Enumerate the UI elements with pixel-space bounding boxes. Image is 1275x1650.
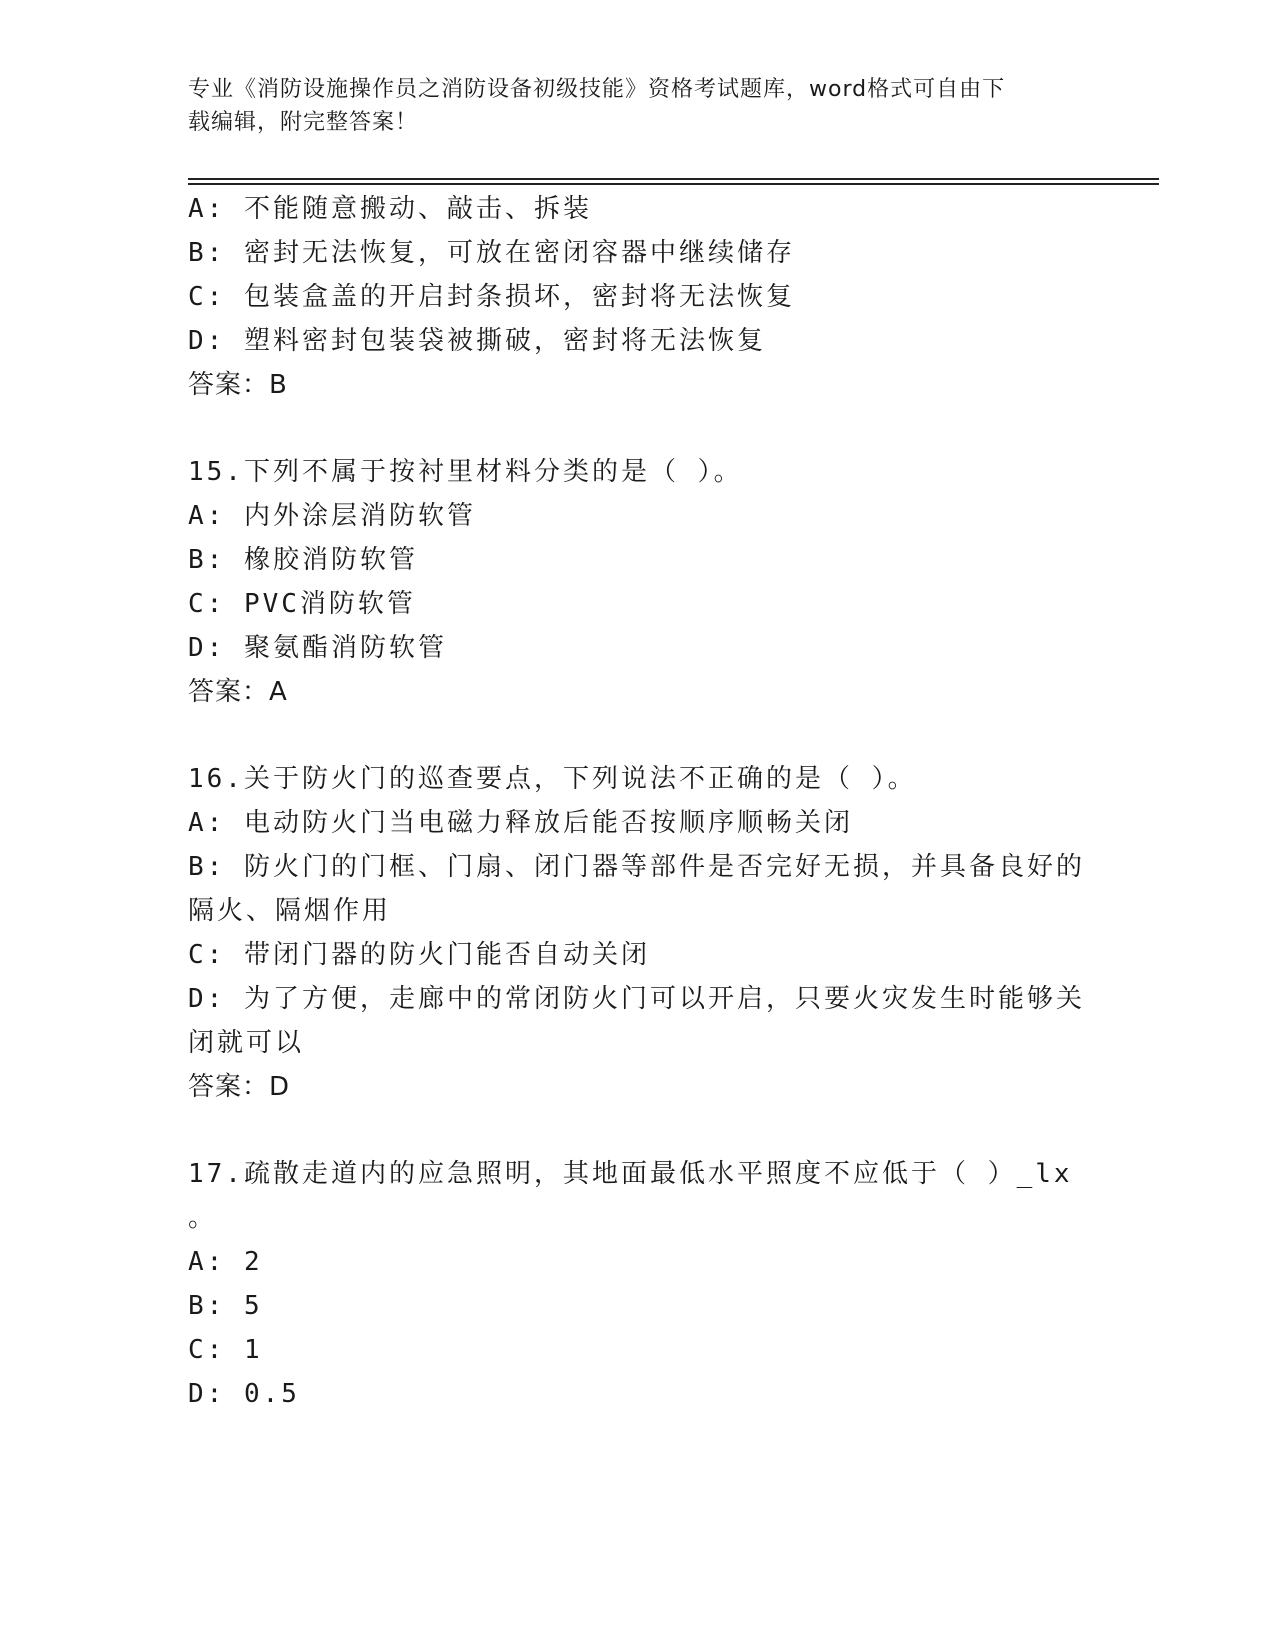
q17-option-c: C: 1 <box>188 1335 263 1365</box>
q16-option-a: A: 电动防火门当电磁力释放后能否按顺序顺畅关闭 <box>188 808 853 838</box>
q17-question-line-2: 。 <box>188 1203 218 1233</box>
header-divider-top <box>188 178 1159 180</box>
header-divider-bottom <box>188 183 1159 185</box>
q14-option-d: D: 塑料密封包装袋被撕破，密封将无法恢复 <box>188 326 766 356</box>
q15-option-c: C: PVC消防软管 <box>188 589 416 619</box>
q17-option-a: A: 2 <box>188 1247 263 1277</box>
q16-option-b-line-1: B: 防火门的门框、门扇、闭门器等部件是否完好无损，并具备良好的 <box>188 852 1085 882</box>
header-line-1: 专业《消防设施操作员之消防设备初级技能》资格考试题库，word格式可自由下 <box>188 77 1006 102</box>
q16-option-c: C: 带闭门器的防火门能否自动关闭 <box>188 940 650 970</box>
q15-option-a: A: 内外涂层消防软管 <box>188 501 476 531</box>
q14-answer: 答案：B <box>188 370 288 400</box>
q16-answer: 答案：D <box>188 1072 291 1102</box>
q17-question-line-1: 17.疏散走道内的应急照明，其地面最低水平照度不应低于（ ）_lx <box>188 1159 1073 1189</box>
q16-option-d-line-1: D: 为了方便，走廊中的常闭防火门可以开启，只要火灾发生时能够关 <box>188 984 1085 1014</box>
q14-option-c: C: 包装盒盖的开启封条损坏，密封将无法恢复 <box>188 282 795 312</box>
q17-option-d: D: 0.5 <box>188 1379 300 1409</box>
q17-option-b: B: 5 <box>188 1291 263 1321</box>
q15-option-b: B: 橡胶消防软管 <box>188 545 418 575</box>
q15-option-d: D: 聚氨酯消防软管 <box>188 633 447 663</box>
q15-answer: 答案：A <box>188 677 288 707</box>
document-header <box>188 73 1088 139</box>
header-line-2: 载编辑，附完整答案！ <box>188 110 419 135</box>
q14-option-a: A: 不能随意搬动、敲击、拆装 <box>188 194 592 224</box>
q16-option-b-line-2: 隔火、隔烟作用 <box>188 896 392 926</box>
q14-option-b: B: 密封无法恢复，可放在密闭容器中继续储存 <box>188 238 795 268</box>
q16-option-d-line-2: 闭就可以 <box>188 1028 305 1058</box>
q16-question: 16.关于防火门的巡查要点，下列说法不正确的是（ ）。 <box>188 764 917 794</box>
q15-question: 15.下列不属于按衬里材料分类的是（ ）。 <box>188 457 743 487</box>
